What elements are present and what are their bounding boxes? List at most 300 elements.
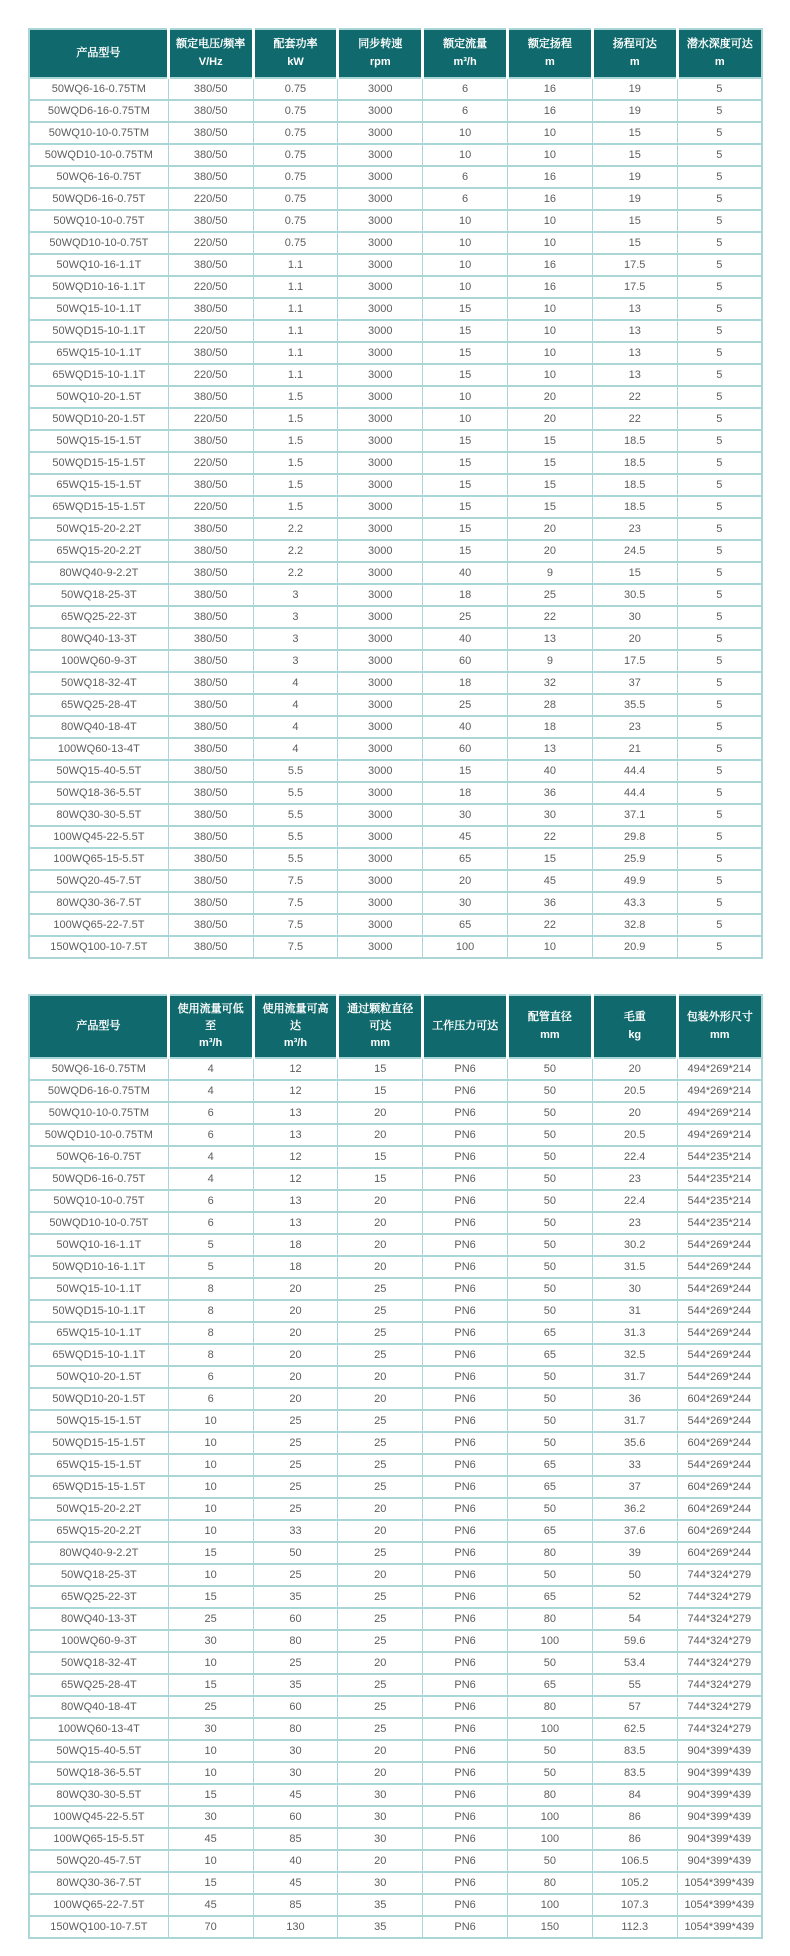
value-cell: 45 xyxy=(253,1872,338,1894)
value-cell: 604*269*244 xyxy=(677,1388,762,1410)
value-cell: 5.5 xyxy=(253,848,338,870)
value-cell: 5 xyxy=(677,364,762,386)
value-cell: 380/50 xyxy=(168,628,253,650)
model-cell: 50WQ10-10-0.75TM xyxy=(29,1102,168,1124)
table-row xyxy=(29,474,762,496)
value-cell: 16 xyxy=(508,100,593,122)
value-cell: 5.5 xyxy=(253,760,338,782)
value-cell: PN6 xyxy=(423,1278,508,1300)
value-cell: 30 xyxy=(253,1740,338,1762)
tables-spacer xyxy=(28,959,763,994)
value-cell: 85 xyxy=(253,1894,338,1916)
value-cell: PN6 xyxy=(423,1674,508,1696)
value-cell: 15 xyxy=(423,540,508,562)
value-cell: 0.75 xyxy=(253,122,338,144)
value-cell: 20 xyxy=(338,1740,423,1762)
value-cell: 15 xyxy=(168,1542,253,1564)
value-cell: 3000 xyxy=(338,848,423,870)
value-cell: 18.5 xyxy=(592,430,677,452)
value-cell: 13 xyxy=(592,298,677,320)
value-cell: 18 xyxy=(423,584,508,606)
model-cell: 150WQ100-10-7.5T xyxy=(29,1916,168,1938)
model-cell: 50WQ18-32-4T xyxy=(29,1652,168,1674)
value-cell: 3000 xyxy=(338,210,423,232)
value-cell: 3000 xyxy=(338,386,423,408)
value-cell: PN6 xyxy=(423,1080,508,1102)
value-cell: 19 xyxy=(592,100,677,122)
model-cell: 80WQ30-36-7.5T xyxy=(29,892,168,914)
model-cell: 65WQD15-10-1.1T xyxy=(29,364,168,386)
value-cell: 220/50 xyxy=(168,408,253,430)
value-cell: 20 xyxy=(253,1388,338,1410)
table-row xyxy=(29,144,762,166)
value-cell: 17.5 xyxy=(592,254,677,276)
value-cell: 744*324*279 xyxy=(677,1564,762,1586)
value-cell: 744*324*279 xyxy=(677,1608,762,1630)
column-header-label: 使用流量可高达 xyxy=(262,1002,329,1032)
table-row xyxy=(29,782,762,804)
value-cell: 22 xyxy=(592,386,677,408)
value-cell: 380/50 xyxy=(168,826,253,848)
value-cell: 31.3 xyxy=(592,1322,677,1344)
column-header xyxy=(592,29,677,78)
value-cell: 25 xyxy=(338,1410,423,1432)
value-cell: 380/50 xyxy=(168,518,253,540)
value-cell: 4 xyxy=(168,1058,253,1080)
column-header-label: 使用流量可低至 xyxy=(177,1002,244,1032)
value-cell: 3000 xyxy=(338,166,423,188)
value-cell: 5 xyxy=(677,804,762,826)
value-cell: 380/50 xyxy=(168,474,253,496)
value-cell: 80 xyxy=(508,1542,593,1564)
value-cell: 3000 xyxy=(338,122,423,144)
model-cell: 50WQ10-10-0.75T xyxy=(29,210,168,232)
value-cell: 380/50 xyxy=(168,848,253,870)
table-row xyxy=(29,1542,762,1564)
value-cell: PN6 xyxy=(423,1102,508,1124)
model-cell: 65WQ15-10-1.1T xyxy=(29,1322,168,1344)
value-cell: 3000 xyxy=(338,936,423,958)
value-cell: 904*399*439 xyxy=(677,1762,762,1784)
table-row xyxy=(29,1344,762,1366)
value-cell: 3000 xyxy=(338,540,423,562)
value-cell: 220/50 xyxy=(168,364,253,386)
table-row xyxy=(29,78,762,100)
value-cell: 10 xyxy=(423,386,508,408)
model-cell: 65WQ15-20-2.2T xyxy=(29,1520,168,1542)
value-cell: 3000 xyxy=(338,738,423,760)
value-cell: PN6 xyxy=(423,1388,508,1410)
column-header-label: 潜水深度可达 xyxy=(686,38,753,51)
column-header xyxy=(338,995,423,1058)
value-cell: 25 xyxy=(253,1498,338,1520)
value-cell: 50 xyxy=(508,1388,593,1410)
model-cell: 100WQ65-22-7.5T xyxy=(29,1894,168,1916)
value-cell: 16 xyxy=(508,254,593,276)
value-cell: 30 xyxy=(423,892,508,914)
value-cell: 18.5 xyxy=(592,474,677,496)
value-cell: 380/50 xyxy=(168,606,253,628)
table-row xyxy=(29,188,762,210)
value-cell: 904*399*439 xyxy=(677,1850,762,1872)
value-cell: 80 xyxy=(508,1696,593,1718)
table-row xyxy=(29,1652,762,1674)
value-cell: 380/50 xyxy=(168,166,253,188)
value-cell: 50 xyxy=(508,1498,593,1520)
value-cell: 65 xyxy=(508,1476,593,1498)
value-cell: 15 xyxy=(508,474,593,496)
value-cell: 10 xyxy=(168,1432,253,1454)
table-row xyxy=(29,650,762,672)
value-cell: PN6 xyxy=(423,1916,508,1938)
value-cell: 10 xyxy=(508,320,593,342)
model-cell: 80WQ40-18-4T xyxy=(29,1696,168,1718)
value-cell: 31 xyxy=(592,1300,677,1322)
table-row xyxy=(29,1234,762,1256)
value-cell: 20 xyxy=(423,870,508,892)
value-cell: 50 xyxy=(508,1256,593,1278)
value-cell: 65 xyxy=(508,1520,593,1542)
value-cell: 3 xyxy=(253,584,338,606)
value-cell: 5 xyxy=(677,848,762,870)
value-cell: 25 xyxy=(338,1344,423,1366)
model-cell: 50WQ18-25-3T xyxy=(29,1564,168,1586)
model-cell: 50WQ18-32-4T xyxy=(29,672,168,694)
table-row xyxy=(29,1454,762,1476)
value-cell: 5 xyxy=(677,232,762,254)
column-header xyxy=(592,995,677,1058)
model-cell: 50WQD10-10-0.75TM xyxy=(29,1124,168,1146)
column-header-label: 毛重 xyxy=(623,1011,646,1024)
model-cell: 50WQD15-15-1.5T xyxy=(29,452,168,474)
value-cell: 380/50 xyxy=(168,78,253,100)
value-cell: 80 xyxy=(508,1608,593,1630)
value-cell: 3000 xyxy=(338,342,423,364)
table-row xyxy=(29,1828,762,1850)
value-cell: 30.5 xyxy=(592,584,677,606)
column-header-unit: kg xyxy=(628,1028,642,1041)
value-cell: 544*269*244 xyxy=(677,1410,762,1432)
value-cell: 100 xyxy=(508,1894,593,1916)
value-cell: 544*269*244 xyxy=(677,1344,762,1366)
value-cell: 5 xyxy=(677,628,762,650)
value-cell: 31.5 xyxy=(592,1256,677,1278)
value-cell: 380/50 xyxy=(168,100,253,122)
value-cell: 380/50 xyxy=(168,672,253,694)
value-cell: PN6 xyxy=(423,1322,508,1344)
model-cell: 50WQD15-10-1.1T xyxy=(29,1300,168,1322)
model-cell: 50WQ15-15-1.5T xyxy=(29,1410,168,1432)
model-cell: 50WQ10-16-1.1T xyxy=(29,1234,168,1256)
model-cell: 50WQ20-45-7.5T xyxy=(29,870,168,892)
value-cell: 25 xyxy=(253,1454,338,1476)
value-cell: 6 xyxy=(423,100,508,122)
model-cell: 65WQD15-15-1.5T xyxy=(29,1476,168,1498)
column-header-label: 同步转速 xyxy=(358,38,403,51)
value-cell: 12 xyxy=(253,1168,338,1190)
column-header-label: 额定流量 xyxy=(443,38,488,51)
value-cell: 5 xyxy=(677,496,762,518)
value-cell: 744*324*279 xyxy=(677,1718,762,1740)
value-cell: 380/50 xyxy=(168,540,253,562)
value-cell: 15 xyxy=(508,452,593,474)
value-cell: 40 xyxy=(508,760,593,782)
value-cell: 2.2 xyxy=(253,562,338,584)
value-cell: 1.5 xyxy=(253,452,338,474)
value-cell: 44.4 xyxy=(592,782,677,804)
value-cell: 15 xyxy=(592,232,677,254)
value-cell: 45 xyxy=(168,1828,253,1850)
value-cell: 904*399*439 xyxy=(677,1784,762,1806)
model-cell: 50WQ15-15-1.5T xyxy=(29,430,168,452)
value-cell: 4 xyxy=(253,716,338,738)
table-row xyxy=(29,122,762,144)
model-cell: 50WQD15-10-1.1T xyxy=(29,320,168,342)
table-row xyxy=(29,518,762,540)
value-cell: 8 xyxy=(168,1300,253,1322)
value-cell: 50 xyxy=(508,1124,593,1146)
value-cell: PN6 xyxy=(423,1630,508,1652)
value-cell: 16 xyxy=(508,166,593,188)
column-header-label: 配管直径 xyxy=(527,1011,572,1024)
value-cell: PN6 xyxy=(423,1784,508,1806)
value-cell: 15 xyxy=(592,210,677,232)
value-cell: 85 xyxy=(253,1828,338,1850)
value-cell: 16 xyxy=(508,276,593,298)
value-cell: 10 xyxy=(423,210,508,232)
value-cell: 744*324*279 xyxy=(677,1696,762,1718)
value-cell: 25 xyxy=(338,1322,423,1344)
value-cell: 1.1 xyxy=(253,320,338,342)
model-cell: 50WQ18-36-5.5T xyxy=(29,1762,168,1784)
value-cell: 29.8 xyxy=(592,826,677,848)
value-cell: 8 xyxy=(168,1322,253,1344)
table-row xyxy=(29,1608,762,1630)
value-cell: 5 xyxy=(677,210,762,232)
model-cell: 80WQ30-30-5.5T xyxy=(29,1784,168,1806)
value-cell: 6 xyxy=(168,1388,253,1410)
table-row xyxy=(29,760,762,782)
value-cell: 7.5 xyxy=(253,914,338,936)
value-cell: 20 xyxy=(338,1388,423,1410)
column-header-label: 产品型号 xyxy=(76,46,121,59)
value-cell: 20 xyxy=(338,1102,423,1124)
value-cell: 43.3 xyxy=(592,892,677,914)
value-cell: 45 xyxy=(253,1784,338,1806)
value-cell: 44.4 xyxy=(592,760,677,782)
value-cell: 2.2 xyxy=(253,540,338,562)
model-cell: 100WQ60-13-4T xyxy=(29,738,168,760)
value-cell: 544*269*244 xyxy=(677,1256,762,1278)
value-cell: 5 xyxy=(677,122,762,144)
value-cell: 494*269*214 xyxy=(677,1080,762,1102)
table-row xyxy=(29,232,762,254)
value-cell: 22 xyxy=(508,914,593,936)
value-cell: 50 xyxy=(508,1850,593,1872)
value-cell: 380/50 xyxy=(168,144,253,166)
value-cell: 0.75 xyxy=(253,232,338,254)
table2-header xyxy=(29,995,762,1058)
value-cell: 20 xyxy=(508,518,593,540)
value-cell: 25 xyxy=(168,1608,253,1630)
value-cell: 35 xyxy=(338,1894,423,1916)
value-cell: 3000 xyxy=(338,518,423,540)
value-cell: PN6 xyxy=(423,1476,508,1498)
value-cell: 1.1 xyxy=(253,276,338,298)
value-cell: PN6 xyxy=(423,1366,508,1388)
value-cell: 50 xyxy=(508,1432,593,1454)
value-cell: 744*324*279 xyxy=(677,1674,762,1696)
value-cell: 80 xyxy=(253,1718,338,1740)
value-cell: 3000 xyxy=(338,320,423,342)
value-cell: 33 xyxy=(592,1454,677,1476)
value-cell: 380/50 xyxy=(168,254,253,276)
column-header xyxy=(677,29,762,78)
value-cell: 10 xyxy=(508,298,593,320)
model-cell: 50WQ15-20-2.2T xyxy=(29,1498,168,1520)
value-cell: 18 xyxy=(423,672,508,694)
column-header-unit: V/Hz xyxy=(198,55,223,68)
value-cell: 1.5 xyxy=(253,474,338,496)
table-row xyxy=(29,716,762,738)
value-cell: PN6 xyxy=(423,1058,508,1080)
value-cell: 15 xyxy=(423,320,508,342)
column-header-unit: m³/h xyxy=(453,55,477,68)
table-row xyxy=(29,452,762,474)
column-header-label: 工作压力可达 xyxy=(432,1019,499,1032)
table-row xyxy=(29,210,762,232)
value-cell: 5 xyxy=(677,782,762,804)
value-cell: 5 xyxy=(677,430,762,452)
model-cell: 100WQ45-22-5.5T xyxy=(29,826,168,848)
value-cell: 53.4 xyxy=(592,1652,677,1674)
value-cell: 9 xyxy=(508,562,593,584)
value-cell: 5 xyxy=(677,892,762,914)
table-row xyxy=(29,1432,762,1454)
value-cell: 40 xyxy=(423,562,508,584)
value-cell: 84 xyxy=(592,1784,677,1806)
value-cell: 3000 xyxy=(338,100,423,122)
value-cell: PN6 xyxy=(423,1410,508,1432)
value-cell: 10 xyxy=(508,232,593,254)
value-cell: 1.5 xyxy=(253,430,338,452)
value-cell: 50 xyxy=(508,1058,593,1080)
value-cell: 50 xyxy=(508,1762,593,1784)
table-row xyxy=(29,562,762,584)
model-cell: 50WQD10-10-0.75TM xyxy=(29,144,168,166)
table-row xyxy=(29,1498,762,1520)
value-cell: 3000 xyxy=(338,430,423,452)
value-cell: PN6 xyxy=(423,1740,508,1762)
value-cell: 83.5 xyxy=(592,1740,677,1762)
value-cell: 380/50 xyxy=(168,342,253,364)
value-cell: 25 xyxy=(338,1454,423,1476)
value-cell: 544*269*244 xyxy=(677,1322,762,1344)
model-cell: 50WQ6-16-0.75T xyxy=(29,1146,168,1168)
value-cell: 35 xyxy=(253,1586,338,1608)
value-cell: 5.5 xyxy=(253,826,338,848)
value-cell: 80 xyxy=(508,1784,593,1806)
value-cell: 15 xyxy=(338,1058,423,1080)
value-cell: 20 xyxy=(253,1278,338,1300)
table1-header xyxy=(29,29,762,78)
value-cell: 13 xyxy=(253,1190,338,1212)
value-cell: 10 xyxy=(508,144,593,166)
value-cell: 4 xyxy=(253,694,338,716)
column-header xyxy=(423,29,508,78)
value-cell: 50 xyxy=(508,1366,593,1388)
column-header-unit: mm xyxy=(710,1028,730,1041)
value-cell: 57 xyxy=(592,1696,677,1718)
value-cell: 5 xyxy=(677,254,762,276)
value-cell: PN6 xyxy=(423,1718,508,1740)
value-cell: 5.5 xyxy=(253,782,338,804)
value-cell: 25 xyxy=(423,606,508,628)
value-cell: PN6 xyxy=(423,1300,508,1322)
table-row xyxy=(29,1366,762,1388)
value-cell: 5 xyxy=(677,166,762,188)
value-cell: 1.5 xyxy=(253,386,338,408)
value-cell: 10 xyxy=(423,254,508,276)
table-row xyxy=(29,1916,762,1938)
table2-header-row xyxy=(29,995,762,1058)
table-row xyxy=(29,1168,762,1190)
value-cell: 28 xyxy=(508,694,593,716)
value-cell: 380/50 xyxy=(168,210,253,232)
value-cell: 25 xyxy=(338,1278,423,1300)
model-cell: 100WQ65-15-5.5T xyxy=(29,1828,168,1850)
column-header-unit: m xyxy=(714,55,725,68)
value-cell: PN6 xyxy=(423,1146,508,1168)
model-cell: 65WQ15-10-1.1T xyxy=(29,342,168,364)
value-cell: 5 xyxy=(677,584,762,606)
value-cell: 904*399*439 xyxy=(677,1740,762,1762)
value-cell: 380/50 xyxy=(168,694,253,716)
value-cell: 3000 xyxy=(338,760,423,782)
value-cell: 25 xyxy=(338,1696,423,1718)
value-cell: 60 xyxy=(253,1806,338,1828)
value-cell: 18 xyxy=(508,716,593,738)
value-cell: 15 xyxy=(423,518,508,540)
value-cell: 40 xyxy=(423,716,508,738)
value-cell: 15 xyxy=(423,474,508,496)
value-cell: 30 xyxy=(423,804,508,826)
value-cell: 0.75 xyxy=(253,166,338,188)
value-cell: 904*399*439 xyxy=(677,1806,762,1828)
table-row xyxy=(29,540,762,562)
value-cell: 23 xyxy=(592,1212,677,1234)
value-cell: 7.5 xyxy=(253,892,338,914)
value-cell: 4 xyxy=(253,672,338,694)
value-cell: 380/50 xyxy=(168,584,253,606)
value-cell: 5 xyxy=(677,672,762,694)
table-row xyxy=(29,1564,762,1586)
table-row xyxy=(29,1476,762,1498)
value-cell: 60 xyxy=(423,738,508,760)
value-cell: 12 xyxy=(253,1080,338,1102)
value-cell: 15 xyxy=(592,122,677,144)
value-cell: PN6 xyxy=(423,1872,508,1894)
table-row xyxy=(29,408,762,430)
table1-body xyxy=(29,78,762,958)
column-header-unit: m³/h xyxy=(199,1037,223,1050)
value-cell: 13 xyxy=(253,1124,338,1146)
value-cell: 5 xyxy=(677,408,762,430)
value-cell: PN6 xyxy=(423,1542,508,1564)
model-cell: 50WQD15-15-1.5T xyxy=(29,1432,168,1454)
column-header xyxy=(423,995,508,1058)
value-cell: 544*269*244 xyxy=(677,1366,762,1388)
